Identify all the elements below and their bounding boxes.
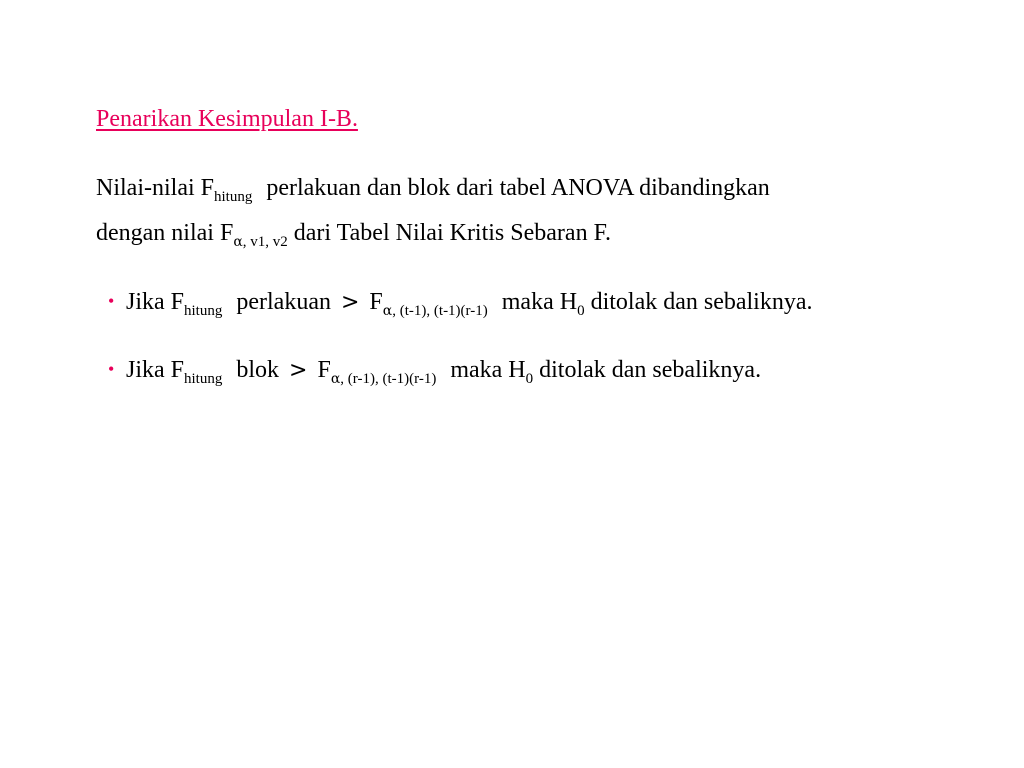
- subscript: [331, 371, 436, 387]
- bullet-text: ditolak dan sebaliknya.: [584, 289, 813, 315]
- subscript: hitung: [213, 189, 253, 205]
- subscript-text: , v1, v2: [242, 234, 288, 250]
- slide-title: Penarikan Kesimpulan I-B.: [96, 106, 358, 132]
- subscript: hitung: [184, 371, 223, 387]
- paragraph-line-2: [96, 218, 976, 251]
- alpha-symbol: α: [233, 234, 243, 250]
- subscript: 0: [577, 303, 585, 319]
- bullet-text: maka H: [450, 357, 526, 383]
- paragraph-line-1: [96, 173, 976, 206]
- paragraph-text: perlakuan dan blok dari tabel ANOVA dibandingkan: [260, 175, 770, 201]
- alpha-symbol: α: [382, 303, 393, 319]
- bullet-icon: •: [108, 291, 115, 311]
- bullet-item: [108, 287, 813, 320]
- subscript: hitung: [184, 303, 223, 319]
- subscript: [233, 234, 287, 250]
- bullet-text: Jika F: [126, 357, 185, 383]
- bullet-text: F: [317, 357, 331, 383]
- greater-than-symbol: >: [340, 290, 360, 315]
- paragraph-text: dengan nilai F: [96, 220, 234, 246]
- alpha-symbol: α: [330, 371, 341, 387]
- bullet-text: perlakuan: [236, 289, 331, 315]
- paragraph-text: dari Tabel Nilai Kritis Sebaran F.: [287, 220, 611, 246]
- bullet-text: blok: [236, 357, 280, 383]
- subscript: [383, 303, 488, 319]
- bullet-text: F: [369, 289, 383, 315]
- bullet-text: maka H: [501, 289, 578, 315]
- subscript: 0: [525, 371, 534, 387]
- bullet-item: [108, 355, 761, 388]
- bullet-text: Jika F: [126, 289, 185, 315]
- subscript-text: , (t-1), (t-1)(r-1): [392, 303, 488, 319]
- bullet-icon: •: [108, 359, 115, 379]
- greater-than-symbol: >: [289, 358, 308, 383]
- paragraph-text: Nilai-nilai F: [96, 175, 214, 201]
- bullet-text: ditolak dan sebaliknya.: [533, 357, 762, 383]
- subscript-text: , (r-1), (t-1)(r-1): [340, 371, 437, 387]
